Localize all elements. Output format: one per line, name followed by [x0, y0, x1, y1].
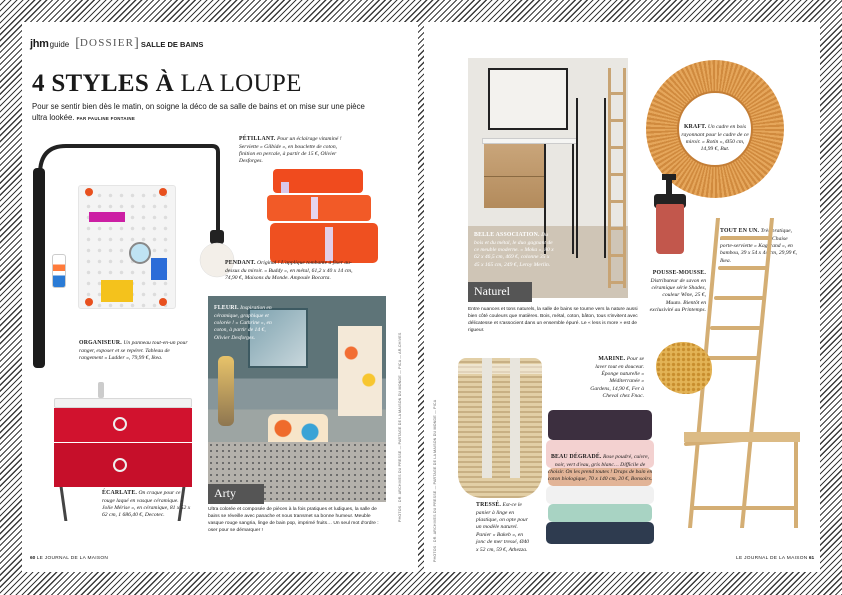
caption-organiseur: ORGANISEUR. Un panneau tout-en-un pour ranger, exposer et se repérer. Tableau de rangement « Ladder », 79,99 €, Ikea. [79, 340, 188, 362]
arty-label: Arty [208, 484, 264, 504]
intro: Pour se sentir bien dès le matin, on soigne la déco de sa salle de bains et on mise sur une pièce ultra lookée. PAR PAULINE FONTAINE [32, 102, 365, 122]
caption-toutenun: TOUT EN UN. Très pratique, convertible à tout bon. Chaise porte-serviette « Kagerand », en bambou, 39 x 54 x 44 cm, 29,99 €, Ikea. [720, 228, 798, 264]
left-page [22, 22, 418, 572]
footer-right: LE JOURNAL DE LA MAISON 61 [736, 556, 815, 561]
caption-pendant: PENDANT. Original ! L'applique tombante à fixer au-dessus du miroir. « Buddy », en métal, 61,2 x 40 x 14 cm, 74,90 €, Maisons du Monde. Ampoule Bocarta. [225, 260, 353, 282]
woven-basket [458, 358, 542, 498]
photo-credit-left: PHOTOS : DR. ARCHIVES DU PRESSE — PARTAGE DE LA MAISON DU MONDE — PICA — AR-CHIVES [398, 332, 402, 522]
right-page [424, 22, 820, 572]
caption-kraft: KRAFT. Un cadre en bois rayonnant pour le cadre de ce miroir. « Rotin », Ø50 cm, 14,99 €, But. [681, 124, 749, 153]
page-title: 4 STYLES À LA LOUPE [32, 70, 302, 97]
section-label: SALLE DE BAINS [140, 39, 204, 49]
photo-credit-mid: PHOTOS : DR. ARCHIVES DU PRESSE — PARTAGE DE LA MAISON DU MONDE — PICA [433, 399, 437, 562]
natural-sponge [656, 342, 712, 394]
dossier-label: [DOSSIER] [75, 36, 139, 51]
caption-pousse: POUSSE-MOUSSE. Distributeur de savon en céramique série Shades, couleur Wine, 25 €, Muuto. Bientôt en exclusivité au Printemps. [649, 270, 706, 314]
brand-suffix: guide [49, 39, 70, 49]
footer-left: 60 LE JOURNAL DE LA MAISON [30, 556, 109, 561]
caption-ecarlate: ÉCARLATE. On craque pour ce rouge laqué en vasque céramique. « Jolie Mérise », en céramique, 81 x 52 x 62 cm, 1 686,40 €, Decotec. [102, 490, 191, 519]
orange-towels [267, 169, 379, 267]
header [30, 36, 203, 52]
organiser-board [78, 185, 176, 309]
brand-logo: jhm [30, 38, 49, 50]
caption-tresse: TRESSÉ. Est-ce le panier à linge en plastique, on opte pour un modèle naturel. Panier « Bakeb », en jonc de mer tressé, Ø40 x 52 cm, 59 €, Athezza. [476, 502, 530, 553]
arty-body: Ultra colorée et composée de pièces à la fois pratiques et ludiques, la salle de bains se réveille avec panache et nous transmet sa bonne humeur. Meuble vasque rouge sangria, linge de bain pop, imprimé fruits… Un seul mot d'ordre : oser pour se démarquer ! [208, 507, 379, 534]
naturel-label: Naturel [468, 282, 532, 302]
caption-marine: MARINE. Pour se laver tout en douceur. Éponge naturelle « Méditerranée » Gardens, 14,90 €, Fer à Cheval chez Fnac. [590, 356, 644, 400]
caption-beau: BEAU DÉGRADÉ. Rose poudré, cuivre, noir, vert d'eau, gris blanc… Difficile de choisir. On les prend toutes ! Draps de bain en coton biologique, 70 x 140 cm, 20 €, Bonsoirs. [547, 454, 653, 483]
caption-petillant: PÉTILLANT. Pour un éclairage vitaminé ! Serviette « Gilbide », en bouclette de coton, finition en percale, à partir de 15 €, Olivier Desforges. [239, 136, 342, 165]
naturel-body: Entre nuances et tons naturels, la salle de bains se tourne vers la nature aussi bien côté couleurs que matières. Bois, métal, coton, bâton, tous s'invitent avec délicatesse et s'associent dans un ensemble épuré. Le « less is more » est de rigueur. [468, 307, 638, 334]
caption-fleuri: FLEURI. Inspiration en céramique, graphique et colorée ! « Cathrine », en coton, à partir de 14 €, Olivier Desforges. [214, 305, 272, 341]
small-bottle [52, 254, 66, 288]
caption-belle: BELLE ASSOCIATION. Du bois et du métal, le duo gagnant de ce meuble moderne. « Moka », 80 x 62 x 46,5 cm, 469 €, colonne 35 x 45 x 165 cm, 249 €, Leroy Merlin. [474, 232, 554, 268]
